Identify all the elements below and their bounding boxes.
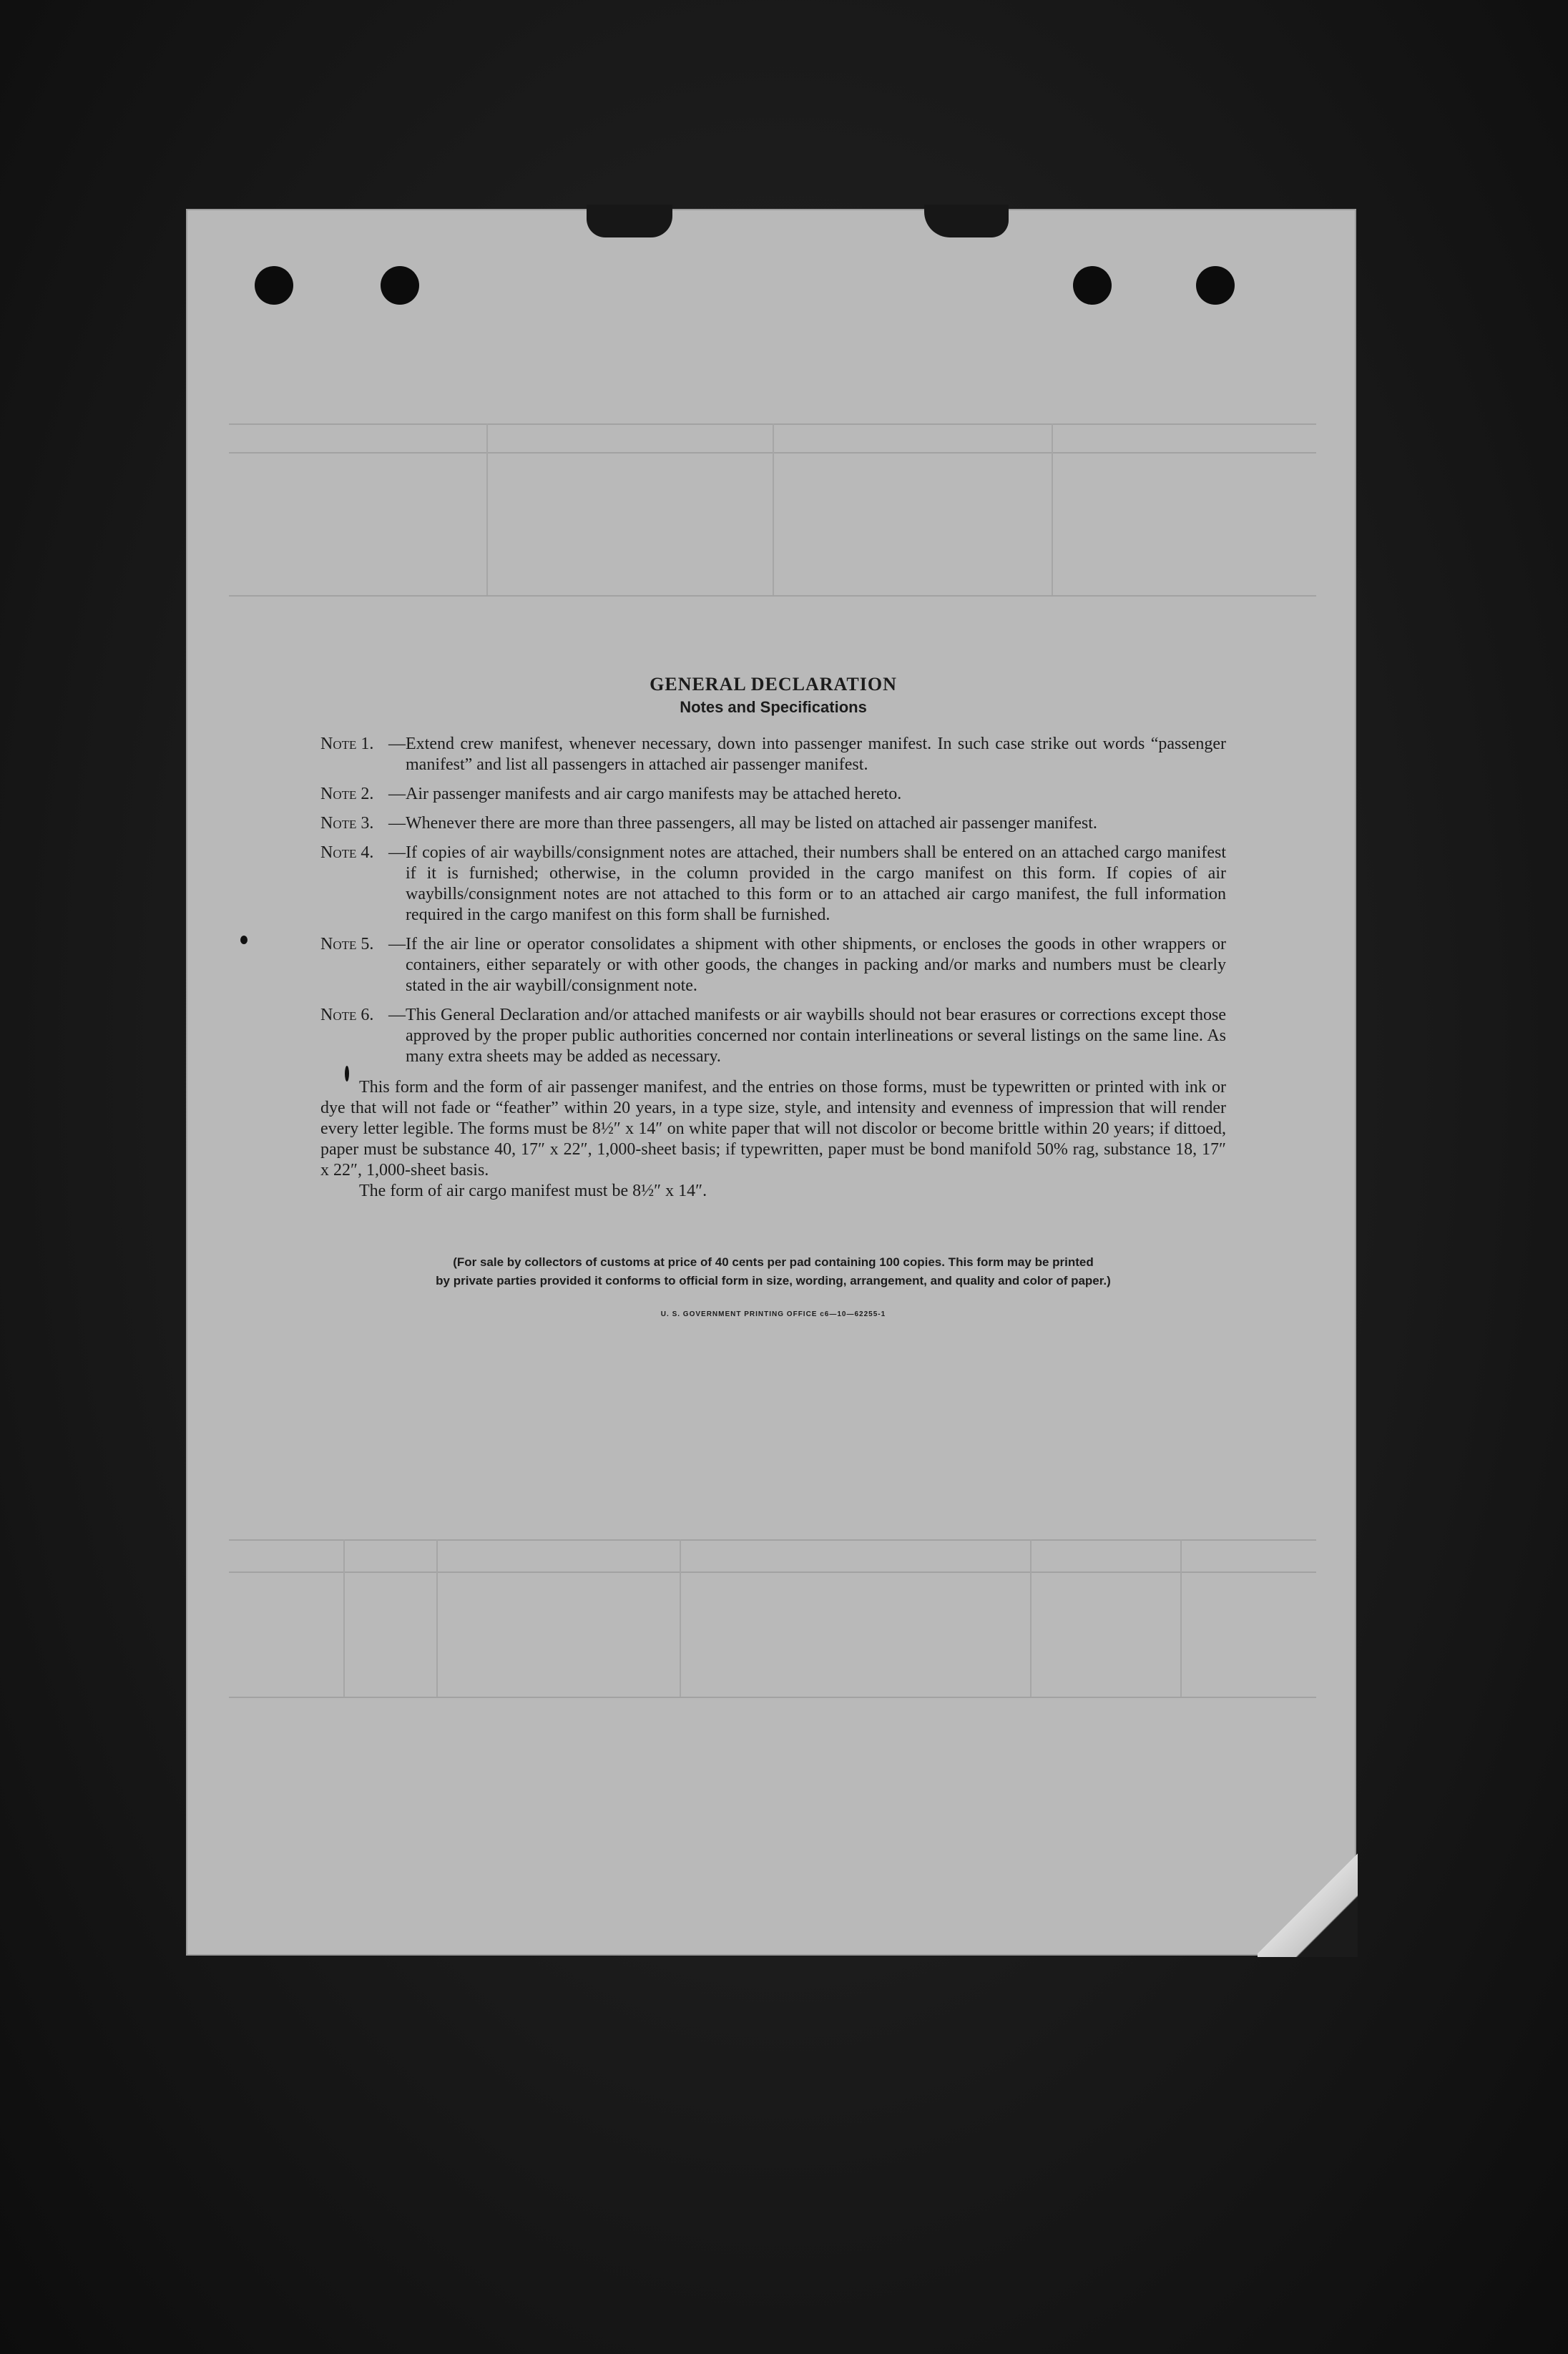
- bleed-through-rule: [229, 1571, 1316, 1573]
- note-4: Note 4. — If copies of air waybills/consignment notes are attached, their numbers shall be entered on an attached cargo manifest if it is furnished; otherwise, in the column provided in the cargo manifest on this form. If copies of air waybills/consignment notes are not attached to this form or to an attached air cargo manifest, the full information required in the cargo manifest on this form shall be furnished.: [320, 843, 1226, 924]
- bleed-through-rule: [1180, 1539, 1182, 1697]
- bleed-through-rule: [343, 1539, 345, 1697]
- bleed-through-rule: [229, 595, 1316, 597]
- punch-hole: [381, 266, 419, 305]
- page-subtitle: Notes and Specifications: [680, 698, 867, 716]
- note-text: This General Declaration and/or attached manifests or air waybills should not bear erasures or corrections except those approved by the proper public authorities concerned nor contain interlineations or several listings on the same line. As many extra sheets may be added as necessary.: [406, 1006, 1226, 1066]
- bleed-through-rule: [680, 1539, 681, 1697]
- note-text: If copies of air waybills/consignment notes are attached, their numbers shall be entered on an attached cargo manifest if it is furnished; otherwise, in the column provided in the cargo manifest on this form. If copies of air waybills/consignment notes are not attached to this form or to an attached air cargo manifest, the full information required in the cargo manifest on this form shall be furnished.: [406, 843, 1226, 924]
- note-label: Note 3.: [320, 814, 374, 833]
- note-1: Note 1. — Extend crew manifest, whenever necessary, down into passenger manifest. In such case strike out words “passenger manifest” and list all passengers in attached air passenger manifest.: [320, 735, 1226, 774]
- document-sheet: [186, 209, 1356, 1956]
- ink-speck: [240, 936, 248, 944]
- note-2: Note 2. — Air passenger manifests and air cargo manifests may be attached hereto.: [320, 784, 1226, 805]
- note-label: Note 2.: [320, 785, 374, 803]
- bleed-through-rule: [436, 1539, 438, 1697]
- punch-hole: [1196, 266, 1235, 305]
- note-text: Air passenger manifests and air cargo manifests may be attached hereto.: [406, 785, 902, 803]
- torn-notch: [924, 205, 1009, 237]
- note-text: If the air line or operator consolidates a shipment with other shipments, or encloses the goods in other wrappers or containers, either separately or with other goods, the changes in packing and/or marks and numbers must be clearly stated in the air waybill/consignment note.: [406, 935, 1226, 995]
- cargo-manifest-size: The form of air cargo manifest must be 8½″ x 14″.: [359, 1182, 707, 1200]
- punch-hole: [1073, 266, 1112, 305]
- bleed-through-rule: [486, 423, 488, 595]
- bleed-through-rule: [773, 423, 774, 595]
- printer-imprint: U. S. GOVERNMENT PRINTING OFFICE c6—10—62255-1: [660, 1310, 886, 1318]
- sale-notice-line: (For sale by collectors of customs at price of 40 cents per pad containing 100 copies. This form may be printed: [453, 1255, 1094, 1269]
- sale-notice: [320, 1253, 1226, 1290]
- page-title: GENERAL DECLARATION: [650, 674, 897, 695]
- note-label: Note 4.: [320, 843, 374, 862]
- bleed-through-rule: [1030, 1539, 1032, 1697]
- punch-hole: [255, 266, 293, 305]
- note-text: Extend crew manifest, whenever necessary, down into passenger manifest. In such case strike out words “passenger manifest” and list all passengers in attached air passenger manifest.: [406, 735, 1226, 774]
- torn-notch: [587, 205, 672, 237]
- note-label: Note 6.: [320, 1006, 374, 1024]
- bleed-through-rule: [1052, 423, 1053, 595]
- note-5: Note 5. — If the air line or operator consolidates a shipment with other shipments, or encloses the goods in other wrappers or containers, either separately or with other goods, the changes in packing and/or marks and numbers must be clearly stated in the air waybill/consignment note.: [320, 935, 1226, 995]
- note-label: Note 1.: [320, 735, 374, 753]
- note-6: Note 6. — This General Declaration and/or attached manifests or air waybills should not bear erasures or corrections except those approved by the proper public authorities concerned nor contain interlineations or several listings on the same line. As many extra sheets may be added as necessary.: [320, 1006, 1226, 1066]
- sale-notice-line: by private parties provided it conforms to official form in size, wording, arrangement, and quality and color of paper.): [436, 1274, 1111, 1288]
- bleed-through-rule: [229, 1697, 1316, 1698]
- note-text: Whenever there are more than three passengers, all may be listed on attached air passenger manifest.: [406, 814, 1097, 833]
- bleed-through-rule: [229, 1539, 1316, 1541]
- note-label: Note 5.: [320, 935, 374, 953]
- folded-corner: [1258, 1850, 1358, 1957]
- specification-paragraph: This form and the form of air passenger manifest, and the entries on those forms, must be typewritten or printed with ink or dye that will not fade or “feather” within 20 years, in a type size, style, and intensity and evenness of impression that will render every letter legible. The forms must be 8½″ x 14″ on white paper that will not discolor or become brittle within 20 years; if dittoed, paper must be substance 40, 17″ x 22″, 1,000-sheet basis; if typewritten, paper must be bond manifold 50% rag, substance 18, 17″ x 22″, 1,000-sheet basis.: [320, 1078, 1226, 1180]
- note-3: Note 3. — Whenever there are more than three passengers, all may be listed on attached air passenger manifest.: [320, 813, 1226, 834]
- notes-and-specifications: [320, 674, 1226, 1318]
